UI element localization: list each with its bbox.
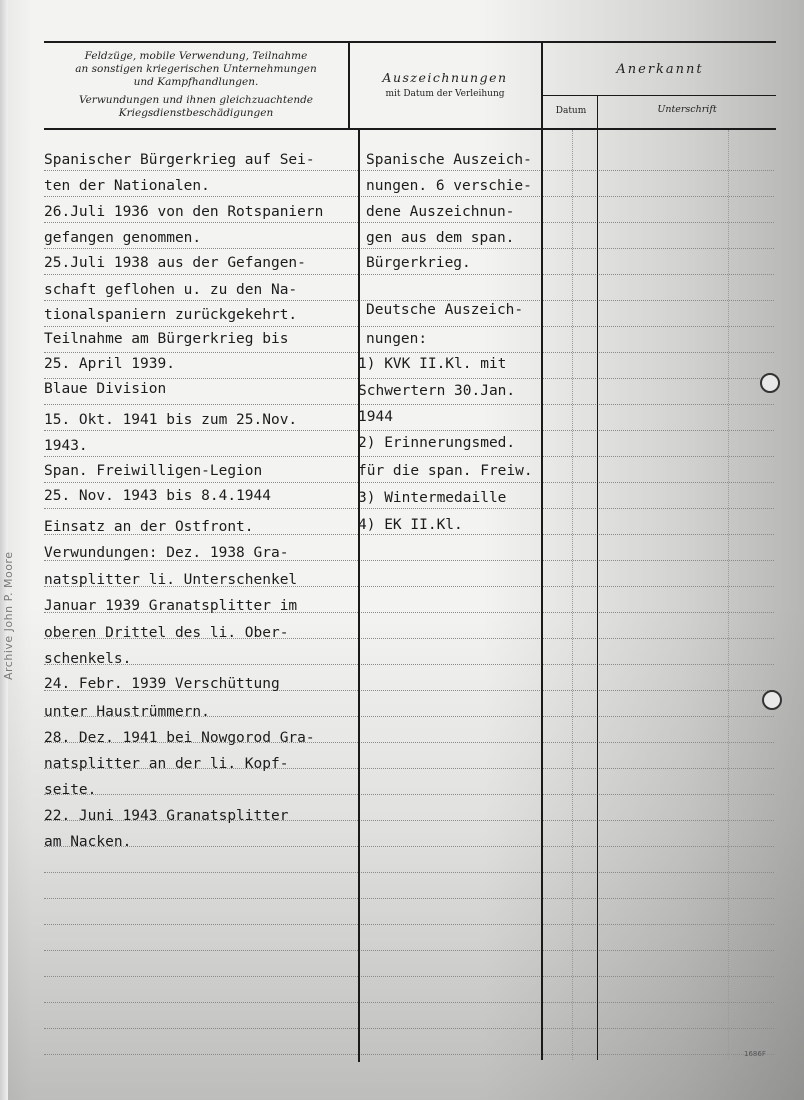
ruled-line — [44, 976, 774, 977]
award-line: nungen: — [366, 331, 428, 347]
ruled-line — [44, 1054, 774, 1055]
entry-line: schenkels. — [44, 651, 132, 667]
header-title: Auszeichnungen — [382, 70, 508, 85]
header-anerkannt: Anerkannt — [616, 62, 704, 77]
award-line: für die span. Freiw. — [358, 463, 533, 479]
header-auszeichnungen — [352, 70, 538, 99]
header-datum: Datum — [555, 106, 587, 116]
award-line: dene Auszeichnun- — [366, 204, 515, 220]
award-line: Schwertern 30.Jan. — [358, 383, 516, 399]
ruled-line — [44, 300, 774, 301]
column-divider-1 — [348, 41, 350, 129]
entry-line: 1943. — [44, 438, 88, 454]
header-line: Feldzüge, mobile Verwendung, Teilnahme — [84, 50, 308, 62]
entry-line: 25. Nov. 1943 bis 8.4.1944 — [44, 488, 271, 504]
header-feldzuege — [46, 50, 346, 120]
entry-line: Blaue Division — [44, 381, 167, 397]
entry-line: unter Haustrümmern. — [44, 704, 210, 720]
punch-hole — [760, 373, 780, 393]
entry-line: tionalspaniern zurückgekehrt. — [44, 307, 298, 323]
entry-line: natsplitter an der li. Kopf- — [44, 756, 289, 772]
ruled-line — [44, 664, 774, 665]
entry-line: Januar 1939 Granatsplitter im — [44, 598, 298, 614]
entry-line: 24. Febr. 1939 Verschüttung — [44, 676, 280, 692]
page-edge — [0, 0, 8, 1100]
award-line: 4) EK II.Kl. — [358, 517, 463, 533]
entry-line: seite. — [44, 782, 97, 798]
ruled-line — [44, 222, 774, 223]
thin-divider — [572, 130, 574, 1060]
ruled-line — [44, 274, 774, 275]
entry-line: 25.Juli 1938 aus der Gefangen- — [44, 255, 306, 271]
column-divider-3 — [597, 96, 598, 1060]
award-line: nungen. 6 verschie- — [366, 178, 532, 194]
column-divider-2 — [541, 41, 543, 1060]
ruled-line — [44, 508, 774, 509]
ruled-line — [44, 1002, 774, 1003]
entry-line: Teilnahme am Bürgerkrieg bis — [44, 331, 289, 347]
header-subtitle: mit Datum der Verleihung — [385, 89, 505, 99]
award-line: 1944 — [358, 409, 393, 425]
ruled-line — [44, 430, 774, 431]
award-line: 3) Wintermedaille — [358, 490, 507, 506]
ruled-line — [44, 404, 774, 405]
form-number: 1686F — [744, 1050, 766, 1058]
entry-line: oberen Drittel des li. Ober- — [44, 625, 289, 641]
award-line: gen aus dem span. — [366, 230, 515, 246]
column-divider-1-body — [358, 130, 360, 1062]
punch-hole — [762, 690, 782, 710]
header-line: Verwundungen und ihnen gleichzuachtende — [78, 94, 314, 106]
entry-line: 22. Juni 1943 Granatsplitter — [44, 808, 289, 824]
header-line: an sonstigen kriegerischen Unternehmungen — [75, 63, 317, 75]
entry-line: Spanischer Bürgerkrieg auf Sei- — [44, 152, 315, 168]
entry-line: am Nacken. — [44, 834, 132, 850]
ruled-line — [44, 482, 774, 483]
entry-line: schaft geflohen u. zu den Na- — [44, 282, 298, 298]
entry-line: Verwundungen: Dez. 1938 Gra- — [44, 545, 289, 561]
ruled-line — [44, 456, 774, 457]
header-unterschrift: Unterschrift — [657, 104, 717, 115]
ruled-line — [44, 196, 774, 197]
ruled-line — [44, 898, 774, 899]
ruled-line — [44, 326, 774, 327]
ruled-line — [44, 170, 774, 171]
ruled-line — [44, 872, 774, 873]
ruled-line — [44, 924, 774, 925]
award-line: Bürgerkrieg. — [366, 255, 471, 271]
ruled-line — [44, 378, 774, 379]
anerkannt-divider — [542, 95, 776, 96]
entry-line: 25. April 1939. — [44, 356, 175, 372]
header-line: Kriegsdienstbeschädigungen — [118, 107, 274, 119]
ruled-line — [44, 794, 774, 795]
entry-line: 26.Juli 1936 von den Rotspaniern — [44, 204, 324, 220]
entry-line: natsplitter li. Unterschenkel — [44, 572, 298, 588]
entry-line: gefangen genommen. — [44, 230, 202, 246]
entry-line: ten der Nationalen. — [44, 178, 210, 194]
award-line: Deutsche Auszeich- — [366, 302, 524, 318]
ruled-line — [44, 846, 774, 847]
archive-label: Archive John P. Moore — [2, 551, 15, 680]
entry-line: Einsatz an der Ostfront. — [44, 519, 254, 535]
ruled-line — [44, 352, 774, 353]
thin-divider — [728, 130, 730, 1060]
entry-line: 28. Dez. 1941 bei Nowgorod Gra- — [44, 730, 315, 746]
header-line: und Kampfhandlungen. — [133, 76, 259, 88]
header-bottom-border — [44, 128, 776, 130]
award-line: 1) KVK II.Kl. mit — [358, 356, 507, 372]
entry-line: 15. Okt. 1941 bis zum 25.Nov. — [44, 412, 298, 428]
ruled-line — [44, 248, 774, 249]
entry-line: Span. Freiwilligen-Legion — [44, 463, 263, 479]
award-line: 2) Erinnerungsmed. — [358, 435, 516, 451]
award-line: Spanische Auszeich- — [366, 152, 532, 168]
top-border — [44, 41, 776, 43]
ruled-line — [44, 950, 774, 951]
ruled-line — [44, 1028, 774, 1029]
